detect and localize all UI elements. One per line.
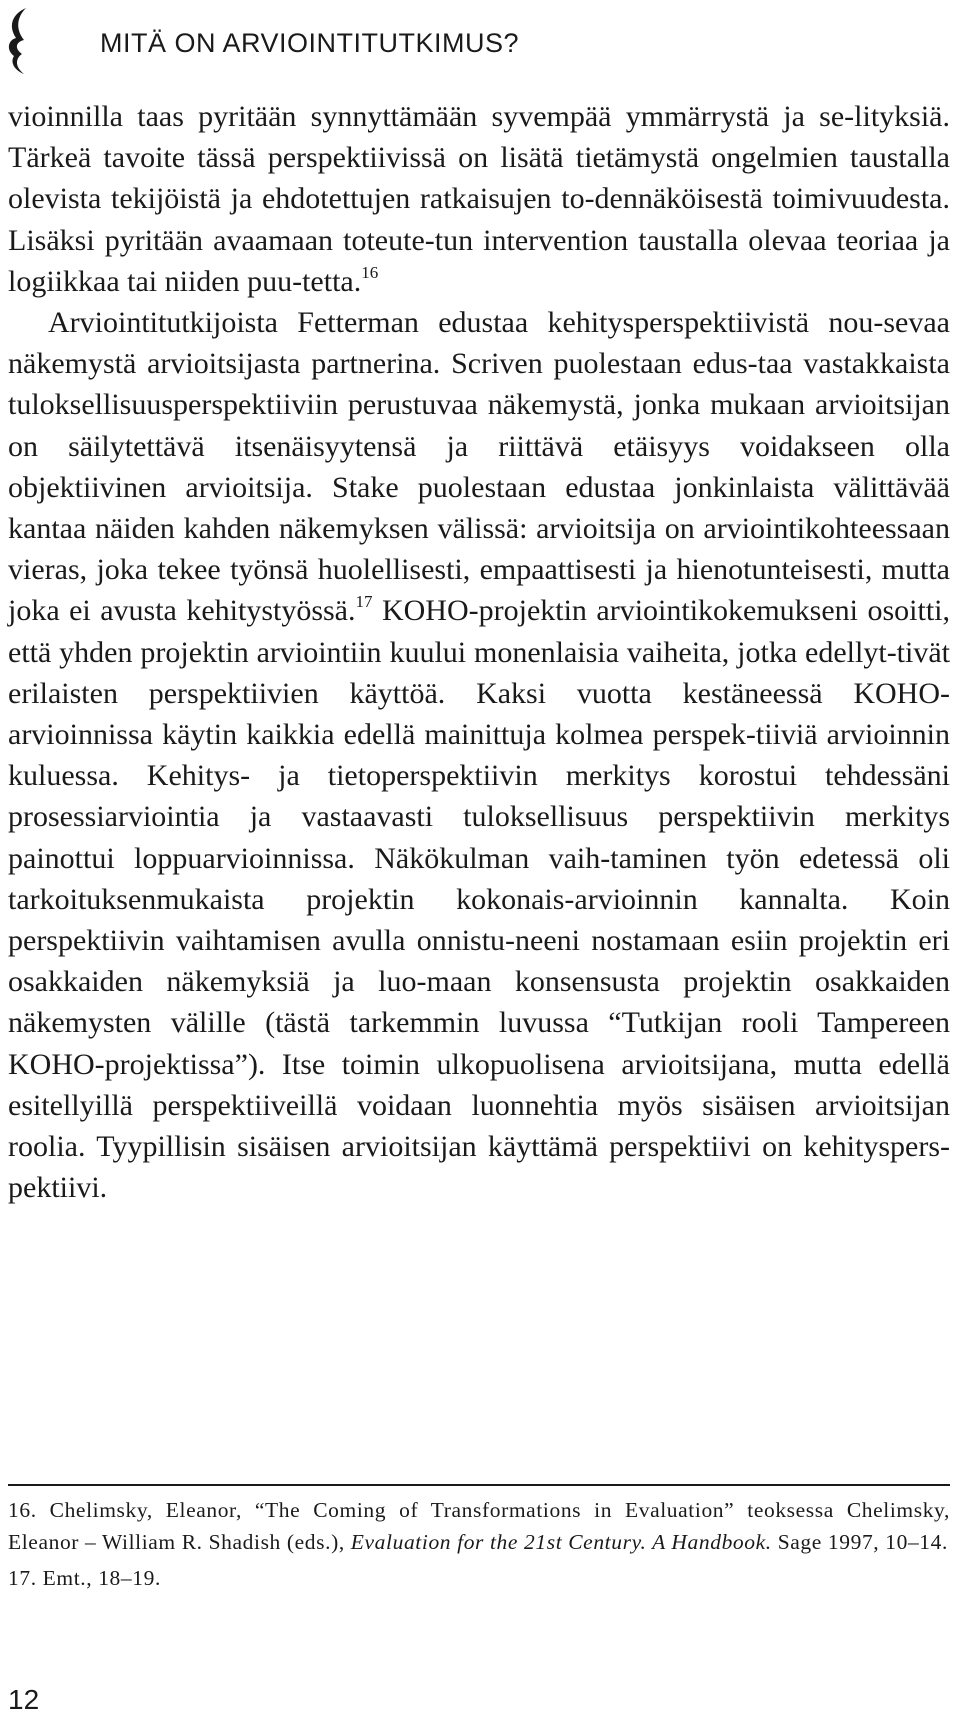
footnote-16-text-b: Sage 1997, 10–14. bbox=[771, 1530, 948, 1554]
footnote-16 bbox=[8, 1494, 950, 1558]
section-mark-icon bbox=[4, 6, 34, 76]
footnote-ref-17: 17 bbox=[355, 592, 373, 612]
paragraph-1-text: vioinnilla taas pyritään synnyttämään syvempää ymmärrystä ja se-lityksiä. Tärkeä tavoite tässä perspektiivissä on lisätä tietämystä ongelmien taustalla olevista tekijöistä ja ehdotettujen ratkaisujen to-dennäköisestä toimivuudesta. Lisäksi pyritään avaamaan toteute-tun intervention taustalla olevaa teoriaa ja logiikkaa tai niiden puu-tetta. bbox=[8, 100, 950, 298]
paragraph-2-text-b: KOHO-projektin arviointikokemukseni osoitti, että yhden projektin arviointiin kuului monenlaisia vaiheita, jotka edellyt-tivät erilaisten perspektiivien käyttöä. Kaksi vuotta kestäneessä KOHO-arvioinnissa käytin kaikkia edellä mainittuja kolmea perspek-tiiviä arvioinnin kuluessa. Kehitys- ja tietoperspektiivin merkitys korostui tehdessäni prosessiarviointia ja vastaavasti tuloksellisuus perspektiivin merkitys painottui loppuarvioinnissa. Näkökulman vaih-taminen työn edetessä oli tarkoituksenmukaista projektin kokonais-arvioinnin kannalta. Koin perspektiivin vaihtamisen avulla onnistu-neeni nostamaan esiin projektin eri osakkaiden näkemyksiä ja luo-maan konsensusta projektin osakkaiden näkemysten välille (tästä tarkemmin luvussa “Tutkijan rooli Tampereen KOHO-projektissa”). Itse toimin ulkopuolisena arvioitsijana, mutta edellä esitellyillä perspektiiveillä voidaan luonnehtia myös sisäisen arvioitsijan roolia. Tyypillisin sisäisen arvioitsijan käyttämä perspektiivi on kehityspers-pektiivi. bbox=[8, 594, 950, 1205]
paragraph-2 bbox=[8, 302, 950, 1208]
footnote-ref-16: 16 bbox=[361, 262, 379, 282]
paragraph-2-text-a: Arviointitutkijoista Fetterman edustaa kehitysperspektiivistä nou-sevaa näkemystä arvioitsijasta partnerina. Scriven puolestaan edus-taa vastakkaista tuloksellisuusperspektiiviin perustuvaa näkemystä, jonka mukaan arvioitsijan on säilytettävä itsenäisyytensä ja riittävä etäisyys voidakseen olla objektiivinen arvioitsija. Stake puolestaan edustaa jonkinlaista välittävää kantaa näiden kahden näkemyksen välissä: arvioitsija on arviointikohteessaan vieras, joka tekee työnsä huolellisesti, empaattisesti ja hienotunteisesti, mutta joka ei avusta kehitystyössä. bbox=[8, 306, 950, 628]
body-text bbox=[8, 96, 950, 1208]
paragraph-1 bbox=[8, 96, 950, 302]
running-head: MITÄ ON ARVIOINTITUTKIMUS? bbox=[100, 28, 520, 58]
footnotes bbox=[8, 1494, 950, 1598]
footnote-17: 17. Emt., 18–19. bbox=[8, 1566, 161, 1590]
footnote-divider bbox=[8, 1484, 950, 1486]
footnote-16-title: Evaluation for the 21st Century. A Handbook. bbox=[350, 1530, 772, 1554]
page-header bbox=[0, 0, 960, 90]
page-number: 12 bbox=[8, 1684, 40, 1715]
footnote-16-text-a: 16. Chelimsky, Eleanor, “The Coming of Transformations in Evaluation” teoksessa Chelimsky, Eleanor – William R. Shadish (eds.), bbox=[8, 1498, 950, 1554]
